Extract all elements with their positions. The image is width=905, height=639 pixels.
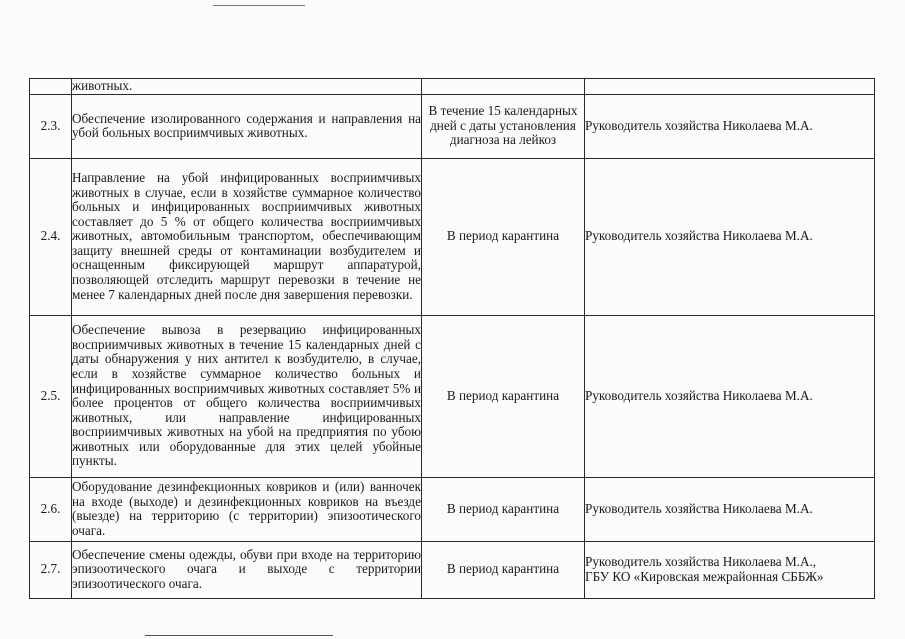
responsible-text: Руководитель хозяйства Николаева М.А.: [585, 477, 875, 541]
responsible-text: Руководитель хозяйства Николаева М.А.: [585, 158, 875, 315]
responsible-text: Руководитель хозяйства Николаева М.А., ГБУ КО «Кировская межрайонная СББЖ»: [585, 541, 875, 598]
deadline-text: В период карантина: [422, 477, 585, 541]
row-number: 2.7.: [30, 541, 72, 598]
responsible-text: Руководитель хозяйства Николаева М.А.: [585, 315, 875, 477]
table-row: [30, 315, 875, 477]
row-number: [30, 79, 72, 95]
deadline-text: В период карантина: [422, 315, 585, 477]
table-row: [30, 541, 875, 598]
measure-text: Направление на убой инфицированных восприимчивых животных в случае, если в хозяйстве суммарное количество больных и инфицированных восприимчивых животных составляет до 5 % от общего количества восприимчивых животных, автомобильным транспортом, обеспечивающим защиту внешней среды от контаминации возбудителем и оснащенным фиксирующей маршрут аппаратурой, позволяющей отследить маршрут перевозки в течение не менее 7 календарных дней после дня завершения перевозки.: [72, 158, 422, 315]
responsible-text: [585, 79, 875, 95]
row-number: 2.4.: [30, 158, 72, 315]
row-number: 2.3.: [30, 94, 72, 158]
scan-artifact-bottom: [145, 635, 333, 636]
row-number: 2.5.: [30, 315, 72, 477]
scan-artifact-top: [213, 5, 305, 6]
table-row: [30, 79, 875, 95]
deadline-text: В период карантина: [422, 541, 585, 598]
measure-text: Оборудование дезинфекционных ковриков и (или) ванночек на входе (выходе) и дезинфекционных ковриков на въезде (выезде) на территорию (с территории) эпизоотического очага.: [72, 477, 422, 541]
measures-table: [29, 78, 875, 599]
measure-text: Обеспечение смены одежды, обуви при входе на территорию эпизоотического очага и выходе с территории эпизоотического очага.: [72, 541, 422, 598]
measure-text: Обеспечение изолированного содержания и направления на убой больных восприимчивых животных.: [72, 94, 422, 158]
measure-text: животных.: [72, 79, 422, 95]
table-row: [30, 158, 875, 315]
deadline-text: [422, 79, 585, 95]
measure-text: Обеспечение вывоза в резервацию инфицированных восприимчивых животных в течение 15 календарных дней с даты обнаружения у них антител к возбудителю, в случае, если в хозяйстве суммарное количество больных и инфицированных восприимчивых животных составляет 5% и более процентов от общего количества восприимчивых животных, или направление инфицированных восприимчивых животных на убой на предприятия по убою животных или оборудованные для этих целей убойные пункты.: [72, 315, 422, 477]
table-row: [30, 94, 875, 158]
row-number: 2.6.: [30, 477, 72, 541]
responsible-text: Руководитель хозяйства Николаева М.А.: [585, 94, 875, 158]
deadline-text: В течение 15 календарных дней с даты установления диагноза на лейкоз: [422, 94, 585, 158]
table-row: [30, 477, 875, 541]
deadline-text: В период карантина: [422, 158, 585, 315]
